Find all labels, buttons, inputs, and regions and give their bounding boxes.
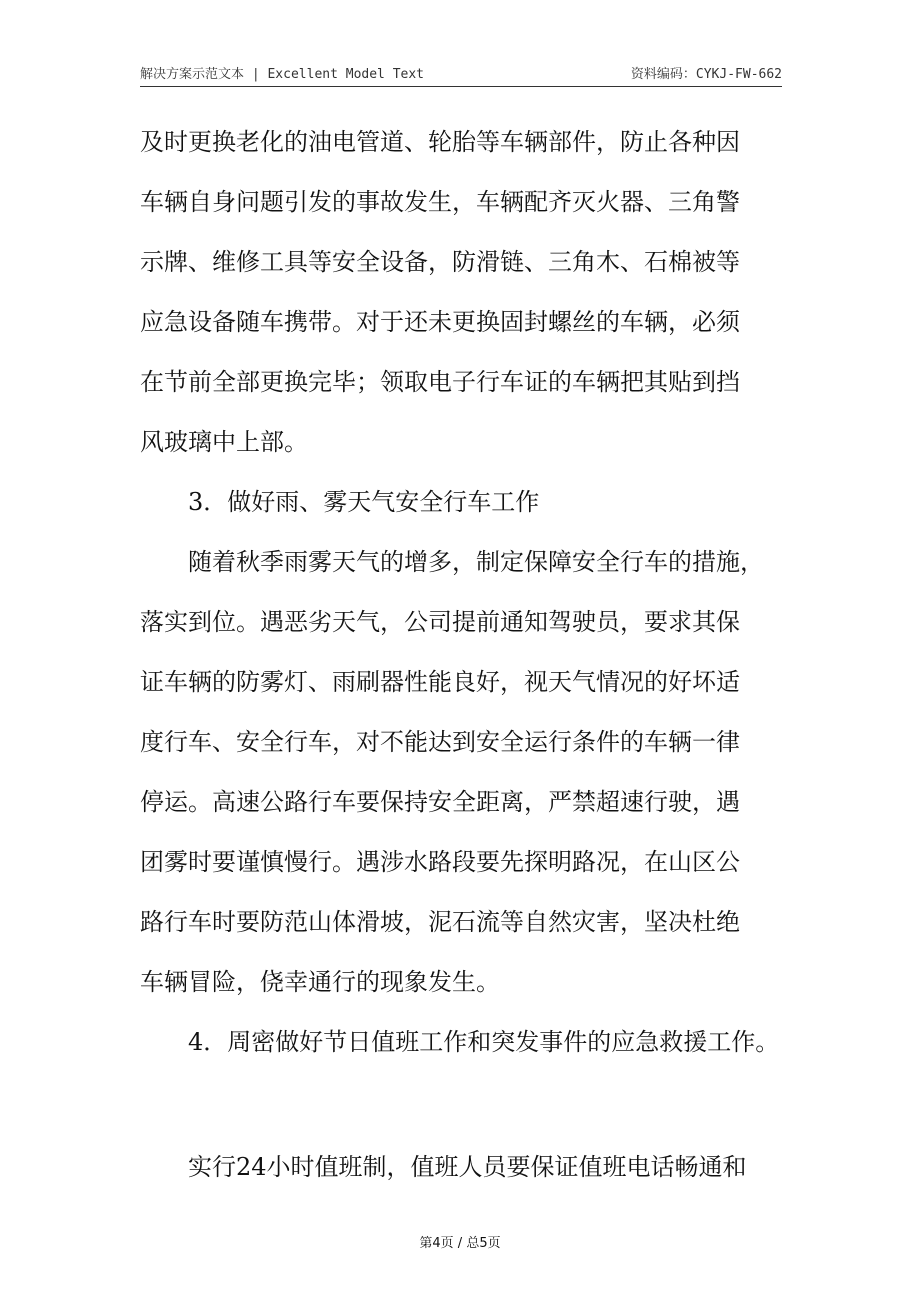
body-line: 路行车时要防范山体滑坡，泥石流等自然灾害，坚决杜绝	[140, 908, 740, 936]
body-line: 应急设备随车携带。对于还未更换固封螺丝的车辆，必须	[140, 308, 740, 336]
body-line: 落实到位。遇恶劣天气，公司提前通知驾驶员，要求其保	[140, 608, 740, 636]
section-heading: 4．周密做好节日值班工作和突发事件的应急救援工作。	[188, 1028, 780, 1056]
body-line: 团雾时要谨慎慢行。遇涉水路段要先探明路况，在山区公	[140, 848, 740, 876]
body-line: 风玻璃中上部。	[140, 428, 308, 456]
body-line: 车辆自身问题引发的事故发生，车辆配齐灭火器、三角警	[140, 188, 740, 216]
page-number: 第4页 / 总5页	[419, 1236, 501, 1251]
body-line: 示牌、维修工具等安全设备，防滑链、三角木、石棉被等	[140, 248, 740, 276]
body-line: 随着秋季雨雾天气的增多，制定保障安全行车的措施，	[188, 548, 764, 576]
page-header	[140, 56, 782, 87]
body-line: 度行车、安全行车，对不能达到安全运行条件的车辆一律	[140, 728, 740, 756]
body-line: 证车辆的防雾灯、雨刷器性能良好，视天气情况的好坏适	[140, 668, 740, 696]
body-line: 停运。高速公路行车要保持安全距离，严禁超速行驶，遇	[140, 788, 740, 816]
body-line: 在节前全部更换完毕；领取电子行车证的车辆把其贴到挡	[140, 368, 740, 396]
header-left-text: 解决方案示范文本 | Excellent Model Text	[140, 67, 425, 82]
body-line: 及时更换老化的油电管道、轮胎等车辆部件，防止各种因	[140, 128, 740, 156]
body-line: 实行24小时值班制，值班人员要保证值班电话畅通和	[188, 1153, 747, 1181]
section-heading: 3．做好雨、雾天气安全行车工作	[188, 488, 540, 516]
body-line: 车辆冒险，侥幸通行的现象发生。	[140, 968, 500, 996]
header-document-code: 资料编码：CYKJ-FW-662	[630, 67, 782, 82]
